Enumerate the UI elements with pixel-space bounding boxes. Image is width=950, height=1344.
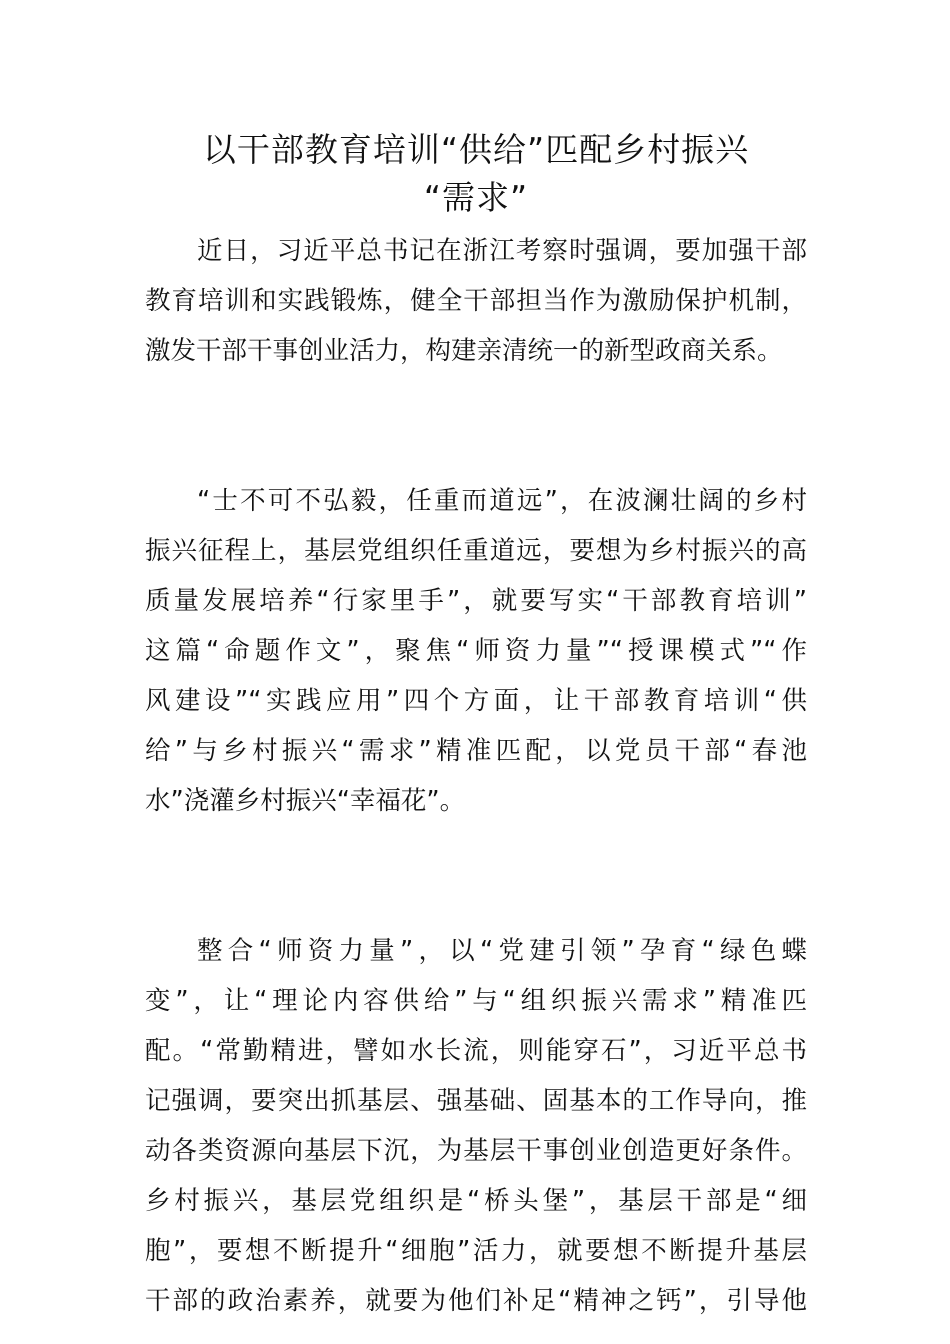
title-line-2: “需求” bbox=[423, 178, 529, 217]
title-line-1: 以干部教育培训“供给”匹配乡村振兴 bbox=[202, 130, 750, 169]
paragraph-spacer bbox=[145, 376, 807, 426]
document-body bbox=[145, 226, 807, 1326]
paragraph-spacer bbox=[145, 826, 807, 876]
paragraph-line: 这篇“命题作文”，聚焦“师资力量”“授课模式”“作 bbox=[145, 636, 807, 666]
paragraph-line: “士不可不弘毅，任重而道远”，在波澜壮阔的乡村 bbox=[197, 486, 807, 516]
paragraph-line: 整合“师资力量”，以“党建引领”孕育“绿色蝶 bbox=[197, 936, 807, 966]
paragraph-line: 风建设”“实践应用”四个方面，让干部教育培训“供 bbox=[145, 686, 807, 716]
paragraph-line: 变”，让“理论内容供给”与“组织振兴需求”精准匹 bbox=[145, 986, 807, 1016]
paragraph-line: 激发干部干事创业活力，构建亲清统一的新型政商关系。 bbox=[145, 336, 783, 366]
paragraph-line: 水”浇灌乡村振兴“幸福花”。 bbox=[145, 786, 466, 816]
paragraph-line: 记强调，要突出抓基层、强基础、固基本的工作导向，推 bbox=[145, 1086, 807, 1116]
paragraph-spacer bbox=[145, 426, 807, 476]
paragraph-line: 动各类资源向基层下沉，为基层干事创业创造更好条件。 bbox=[145, 1136, 807, 1166]
document-title bbox=[145, 126, 807, 222]
paragraph-line: 胞”，要想不断提升“细胞”活力，就要想不断提升基层 bbox=[145, 1236, 807, 1266]
paragraph-line: 干部的政治素养，就要为他们补足“精神之钙”，引导他 bbox=[145, 1286, 807, 1316]
paragraph-line: 振兴征程上，基层党组织任重道远，要想为乡村振兴的高 bbox=[145, 536, 807, 566]
paragraph-line: 近日，习近平总书记在浙江考察时强调，要加强干部 bbox=[197, 236, 807, 266]
paragraph-line: 教育培训和实践锻炼，健全干部担当作为激励保护机制， bbox=[145, 286, 807, 316]
paragraph-line: 乡村振兴，基层党组织是“桥头堡”，基层干部是“细 bbox=[145, 1186, 807, 1216]
paragraph-spacer bbox=[145, 876, 807, 926]
paragraph-line: 质量发展培养“行家里手”，就要写实“干部教育培训” bbox=[145, 586, 807, 616]
paragraph-line: 配。“常勤精进，譬如水长流，则能穿石”，习近平总书 bbox=[145, 1036, 807, 1066]
paragraph-3 bbox=[145, 926, 807, 1326]
paragraph-line: 给”与乡村振兴“需求”精准匹配，以党员干部“春池 bbox=[145, 736, 807, 766]
paragraph-1 bbox=[145, 226, 807, 376]
paragraph-2 bbox=[145, 476, 807, 826]
